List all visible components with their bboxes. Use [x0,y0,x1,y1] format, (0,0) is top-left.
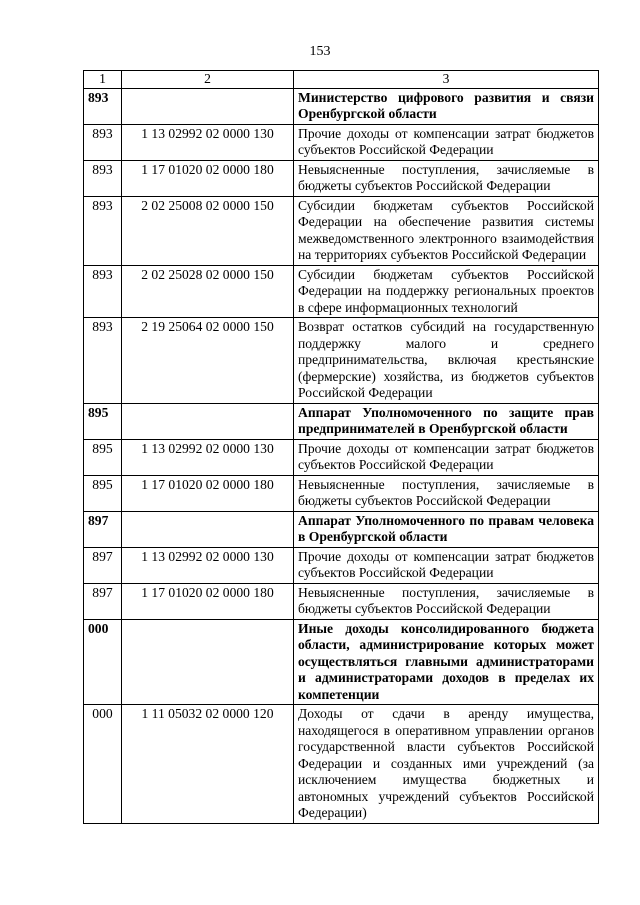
section-header-row [84,403,599,439]
admin-code-cell: 895 [84,403,122,439]
description-cell: Субсидии бюджетам субъектов Российской Федерации на поддержку региональных проектов в сфере информационных технологий [294,265,599,318]
table-row [84,547,599,583]
admin-code-cell: 895 [84,475,122,511]
admin-code-cell: 897 [84,547,122,583]
column-header-1: 1 [84,71,122,89]
revenue-code-cell [122,511,294,547]
description-cell: Невыясненные поступления, зачисляемые в бюджеты субъектов Российской Федерации [294,583,599,619]
admin-code-cell: 897 [84,583,122,619]
description-cell: Прочие доходы от компенсации затрат бюджетов субъектов Российской Федерации [294,547,599,583]
table-row [84,475,599,511]
admin-code-cell: 893 [84,124,122,160]
table-row [84,160,599,196]
revenue-code-cell [122,619,294,705]
admin-code-cell: 893 [84,318,122,404]
table-row [84,583,599,619]
description-cell: Невыясненные поступления, зачисляемые в бюджеты субъектов Российской Федерации [294,160,599,196]
revenue-code-cell: 1 13 02992 02 0000 130 [122,439,294,475]
table-row [84,439,599,475]
description-cell: Аппарат Уполномоченного по правам человека в Оренбургской области [294,511,599,547]
revenue-code-cell: 1 17 01020 02 0000 180 [122,583,294,619]
description-cell: Министерство цифрового развития и связи Оренбургской области [294,88,599,124]
description-cell: Субсидии бюджетам субъектов Российской Федерации на обеспечение развития системы межведомственного электронного взаимодействия на территориях субъектов Российской Федерации [294,196,599,265]
admin-code-cell: 000 [84,705,122,824]
revenue-code-cell: 1 13 02992 02 0000 130 [122,547,294,583]
table-row [84,196,599,265]
description-cell: Аппарат Уполномоченного по защите прав предпринимателей в Оренбургской области [294,403,599,439]
description-cell: Прочие доходы от компенсации затрат бюджетов субъектов Российской Федерации [294,124,599,160]
description-cell: Иные доходы консолидированного бюджета области, администрирование которых может осуществляться главными администраторами и администраторами доходов в пределах их компетенции [294,619,599,705]
table-row [84,318,599,404]
table-row [84,124,599,160]
description-cell: Невыясненные поступления, зачисляемые в бюджеты субъектов Российской Федерации [294,475,599,511]
admin-code-cell: 895 [84,439,122,475]
column-header-3: 3 [294,71,599,89]
description-cell: Возврат остатков субсидий на государственную поддержку малого и среднего предпринимательства, включая крестьянские (фермерские) хозяйства, из бюджетов субъектов Российской Федерации [294,318,599,404]
revenue-code-cell: 2 02 25028 02 0000 150 [122,265,294,318]
section-header-row [84,511,599,547]
admin-code-cell: 893 [84,265,122,318]
table-row [84,705,599,824]
revenue-code-cell: 1 17 01020 02 0000 180 [122,475,294,511]
revenue-code-cell [122,88,294,124]
revenue-code-cell [122,403,294,439]
admin-code-cell: 897 [84,511,122,547]
section-header-row [84,88,599,124]
section-header-row [84,619,599,705]
admin-code-cell: 893 [84,88,122,124]
table-header-row [84,71,599,89]
column-header-2: 2 [122,71,294,89]
revenue-code-cell: 2 19 25064 02 0000 150 [122,318,294,404]
income-codes-table [83,70,599,824]
revenue-code-cell: 1 17 01020 02 0000 180 [122,160,294,196]
admin-code-cell: 893 [84,160,122,196]
admin-code-cell: 893 [84,196,122,265]
description-cell: Доходы от сдачи в аренду имущества, находящегося в оперативном управлении органов государственной власти субъектов Российской Федерации и созданных ими учреждений (за исключением имущества бюджетных и автономных учреждений субъектов Российской Федерации) [294,705,599,824]
page-number: 153 [309,44,331,59]
revenue-code-cell: 2 02 25008 02 0000 150 [122,196,294,265]
revenue-code-cell: 1 13 02992 02 0000 130 [122,124,294,160]
revenue-code-cell: 1 11 05032 02 0000 120 [122,705,294,824]
table-row [84,265,599,318]
description-cell: Прочие доходы от компенсации затрат бюджетов субъектов Российской Федерации [294,439,599,475]
admin-code-cell: 000 [84,619,122,705]
